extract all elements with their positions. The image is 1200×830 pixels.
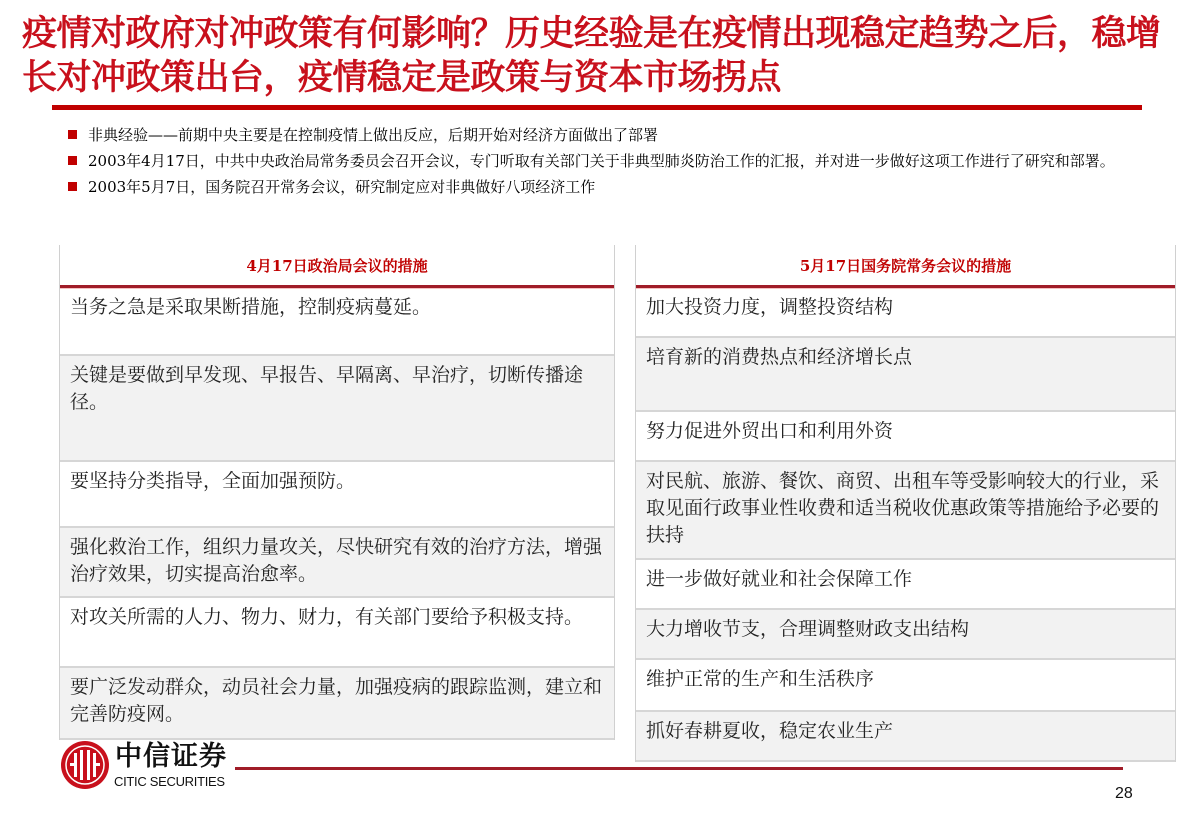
table-row: 对民航、旅游、餐饮、商贸、出租车等受影响较大的行业，采取见面行政事业性收费和适当税收优惠政策等措施给予必要的扶持 — [636, 462, 1175, 560]
table-row: 培育新的消费热点和经济增长点 — [636, 338, 1175, 412]
state-council-measures-table — [635, 245, 1176, 762]
bullet-text: 2003年5月7日，国务院召开常务会议，研究制定应对非典做好八项经济工作 — [88, 178, 596, 196]
table-row: 当务之急是采取果断措施，控制疫病蔓延。 — [60, 288, 614, 356]
bullet-list — [66, 124, 1166, 202]
table-row: 对攻关所需的人力、物力、财力，有关部门要给予积极支持。 — [60, 598, 614, 668]
citic-logo-icon — [60, 740, 110, 790]
logo-text-cn: 中信证券 — [115, 741, 227, 772]
table-row: 要坚持分类指导，全面加强预防。 — [60, 462, 614, 528]
bullet-item — [66, 150, 1166, 172]
politburo-measures-table — [59, 245, 615, 740]
table-row: 强化救治工作，组织力量攻关，尽快研究有效的治疗方法，增强治疗效果，切实提高治愈率。 — [60, 528, 614, 598]
bullet-item — [66, 176, 1166, 198]
table-header: 5月17日国务院常务会议的措施 — [636, 245, 1175, 288]
square-bullet-icon — [68, 156, 77, 165]
bullet-text: 非典经验——前期中央主要是在控制疫情上做出反应，后期开始对经济方面做出了部署 — [88, 126, 659, 144]
table-row: 关键是要做到早发现、早报告、早隔离、早治疗，切断传播途径。 — [60, 356, 614, 462]
square-bullet-icon — [68, 130, 77, 139]
bullet-text: 2003年4月17日，中共中央政治局常务委员会召开会议，专门听取有关部门关于非典型肺炎防治工作的汇报，并对进一步做好这项工作进行了研究和部署。 — [88, 152, 1115, 170]
table-row: 进一步做好就业和社会保障工作 — [636, 560, 1175, 610]
page-title: 疫情对政府对冲政策有何影响？历史经验是在疫情出现稳定趋势之后，稳增长对冲政策出台，疫情稳定是政策与资本市场拐点 — [22, 14, 1161, 98]
table-row: 要广泛发动群众，动员社会力量，加强疫病的跟踪监测，建立和完善防疫网。 — [60, 668, 614, 740]
table-row: 努力促进外贸出口和利用外资 — [636, 412, 1175, 462]
footer-rule — [235, 767, 1123, 770]
table-header: 4月17日政治局会议的措施 — [60, 245, 614, 288]
table-row: 大力增收节支，合理调整财政支出结构 — [636, 610, 1175, 660]
table-row: 抓好春耕夏收，稳定农业生产 — [636, 712, 1175, 762]
logo-text-en: CITIC SECURITIES — [114, 774, 225, 789]
table-row: 加大投资力度，调整投资结构 — [636, 288, 1175, 338]
square-bullet-icon — [68, 182, 77, 191]
table-row: 维护正常的生产和生活秩序 — [636, 660, 1175, 712]
bullet-item — [66, 124, 1166, 146]
page-number: 28 — [1115, 785, 1133, 802]
title-underline — [52, 105, 1142, 110]
